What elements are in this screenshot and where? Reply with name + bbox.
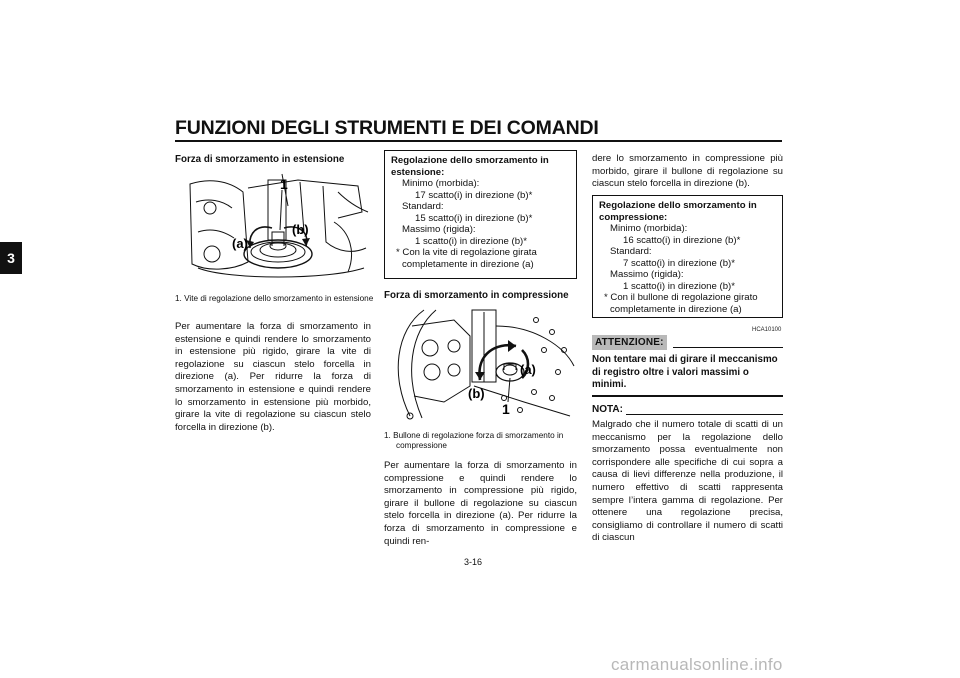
- attention-label-rule: [673, 347, 783, 348]
- rebound-spec-std-label: Standard:: [402, 201, 444, 212]
- compression-adjuster-illustration: [384, 306, 576, 424]
- compression-label-a: (a): [520, 362, 536, 377]
- page-number: 3-16: [464, 557, 483, 567]
- compression-spec-max-label: Massimo (rigida):: [610, 269, 684, 280]
- rebound-adjuster-illustration: [188, 172, 370, 287]
- watermark: carmanualsonline.info: [611, 655, 783, 674]
- rebound-spec-title: Regolazione dello smorzamento in estensione:: [391, 155, 549, 178]
- compression-body-continued: dere lo smorzamento in compressione più morbido, girare il bullone di regolazione su ciascun stelo forcella in direzione (b).: [592, 153, 783, 190]
- compression-callout-1: 1: [502, 401, 510, 417]
- rebound-callout-1: 1: [280, 176, 288, 192]
- rebound-label-a: (a): [232, 236, 248, 251]
- chapter-tab: 3: [0, 242, 22, 274]
- rebound-body-text: Per aumentare la forza di smorzamento in estensione e quindi rendere lo smorzamento in estensione più rigido, girare la vite di regolazione su ciascun stelo forcella in direzione (a). Per ridurre la forza di smorzamento in estensione e quindi rendere lo smorzamento in estensione più morbido, girare la vite di regolazione su ciascun stelo forcella in direzione (b).: [175, 321, 371, 433]
- attention-text: Non tentare mai di girare il meccanismo di registro oltre i valori massimi o minimi.: [592, 354, 778, 391]
- attention-label: ATTENZIONE:: [592, 335, 667, 350]
- page-title: FUNZIONI DEGLI STRUMENTI E DEI COMANDI: [175, 117, 599, 139]
- rebound-spec-min-label: Minimo (morbida):: [402, 178, 480, 189]
- rebound-spec-max-value: 1 scatto(i) in direzione (b)*: [415, 235, 527, 247]
- rebound-damping-heading: Forza di smorzamento in estensione: [175, 154, 345, 165]
- rebound-spec-box: [384, 150, 577, 279]
- compression-figure-caption: 1. Bullone di regolazione forza di smorzamento in compressione: [384, 431, 564, 450]
- title-rule: [175, 140, 782, 142]
- attention-end-rule: [592, 395, 783, 397]
- rebound-spec-note: * Con la vite di regolazione girata completamente in direzione (a): [396, 247, 537, 270]
- rebound-figure-caption: 1. Vite di regolazione dello smorzamento in estensione: [175, 294, 374, 303]
- rebound-spec-min-value: 17 scatto(i) in direzione (b)*: [415, 189, 533, 201]
- rebound-spec-std-value: 15 scatto(i) in direzione (b)*: [415, 212, 533, 224]
- nota-text: Malgrado che il numero totale di scatti di un meccanismo per la regolazione dello smorzamento possa eventualmente non corrispondere alle specifiche di cui sopra a causa di lievi differenze nella produzione, il numero effettivo di scatti rappresenta sempre l’intera gamma di regolazione. Per ottenere una regolazione precisa, consigliamo di controllare il numero di scatti di ciascun: [592, 419, 783, 544]
- compression-damping-heading: Forza di smorzamento in compressione: [384, 290, 569, 301]
- compression-spec-std-label: Standard:: [610, 246, 652, 257]
- compression-body-text: Per aumentare la forza di smorzamento in compressione e quindi rendere lo smorzamento in compressione più rigido, girare il bullone di regolazione su ciascun stelo forcella in direzione (a). Per ridurre la forza di smorzamento in compressione e quindi ren-: [384, 460, 577, 547]
- nota-label-rule: [626, 414, 783, 415]
- compression-spec-max-value: 1 scatto(i) in direzione (b)*: [623, 280, 735, 292]
- compression-spec-min-value: 16 scatto(i) in direzione (b)*: [623, 234, 741, 246]
- compression-label-b: (b): [468, 386, 485, 401]
- rebound-spec-max-label: Massimo (rigida):: [402, 224, 476, 235]
- nota-label: NOTA:: [592, 404, 623, 415]
- attention-code: HCA10100: [752, 327, 782, 333]
- compression-spec-std-value: 7 scatto(i) in direzione (b)*: [623, 257, 735, 269]
- compression-spec-box: [592, 195, 783, 318]
- rebound-label-b: (b): [292, 222, 309, 237]
- compression-spec-min-label: Minimo (morbida):: [610, 223, 688, 234]
- compression-spec-note: * Con il bullone di regolazione girato completamente in direzione (a): [604, 292, 758, 315]
- compression-spec-title: Regolazione dello smorzamento in compressione:: [599, 200, 757, 223]
